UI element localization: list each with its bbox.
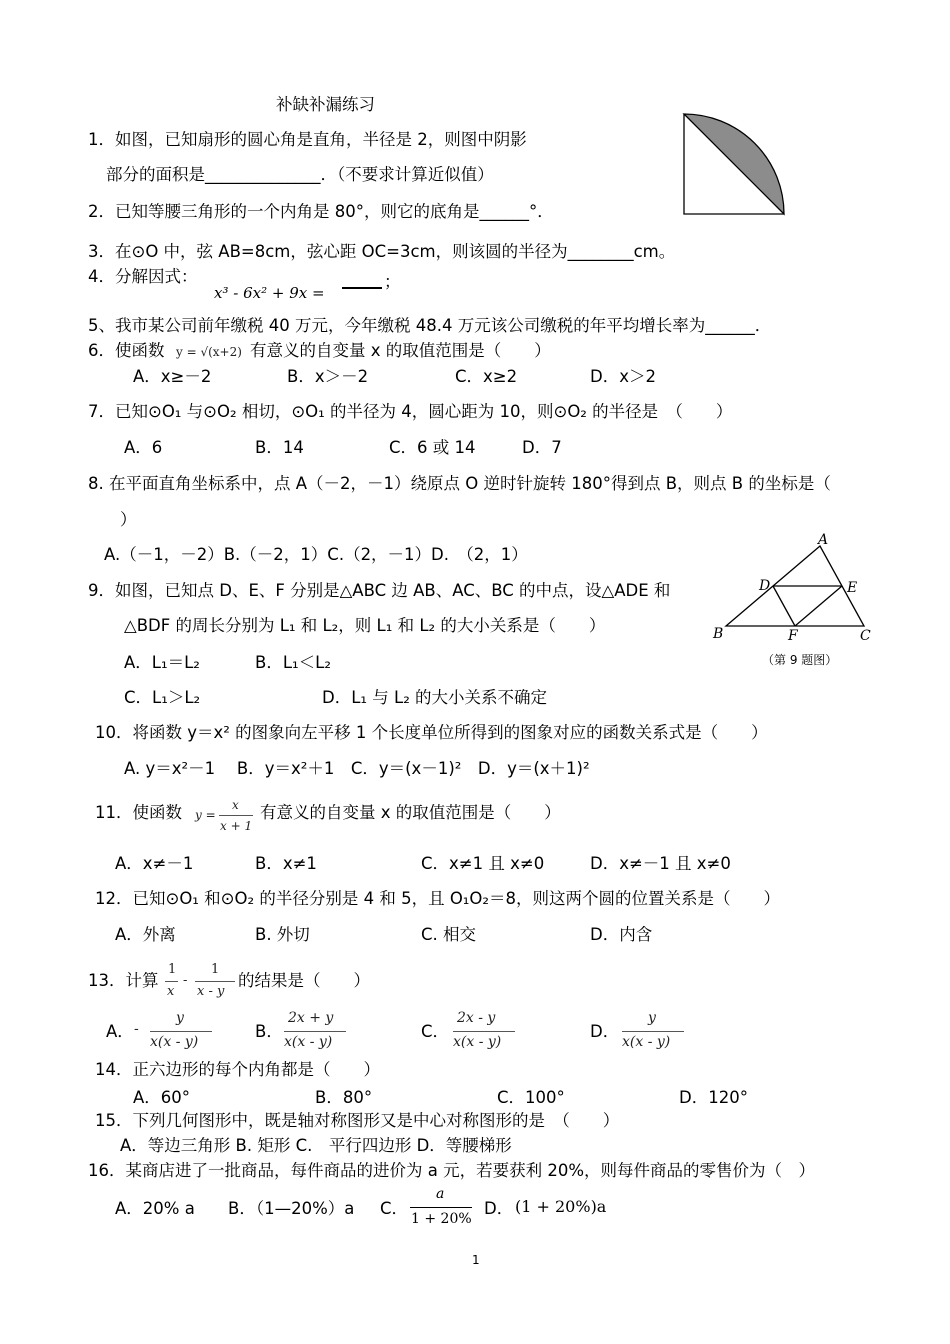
question-4-label: 4．分解因式： [88, 267, 198, 286]
question-13-suffix: 的结果是（ ） [238, 971, 370, 990]
question-15-options: A．等边三角形 B. 矩形 C. 平行四边形 D．等腰梯形 [120, 1136, 512, 1155]
point-label-f: F [788, 628, 798, 644]
question-10: 10．将函数 y＝x² 的图象向左平移 1 个长度单位所得到的图象对应的函数关系式是（ ） [95, 723, 768, 742]
option-d-num: y [648, 1010, 656, 1026]
question-12-option-a: A．外离 [115, 925, 176, 944]
question-12-option-d: D．内含 [590, 925, 653, 944]
question-9-option-d: D．L₁ 与 L₂ 的大小关系不确定 [322, 688, 548, 707]
question-7-option-d: D．7 [522, 438, 562, 457]
option-c-den: x(x - y) [453, 1034, 502, 1050]
option-a-den: x(x - y) [150, 1034, 199, 1050]
question-8-options: A.（－1，－2）B.（－2，1）C.（2，－1）D. （2，1） [104, 545, 528, 564]
question-6-prefix: 6．使函数 [88, 341, 165, 360]
question-11-option-a: A．x≠－1 [115, 854, 194, 873]
option-b-bar [284, 1031, 346, 1032]
question-16-option-c-value [408, 1186, 474, 1234]
question-14-option-d: D．120° [679, 1088, 748, 1107]
question-2: 2．已知等腰三角形的一个内角是 80°，则它的底角是______°． [88, 202, 554, 221]
option-c-numerator: a [436, 1186, 445, 1202]
question-13-prefix: 13．计算 [88, 971, 159, 990]
shaded-region [684, 114, 784, 214]
question-11-option-c: C．x≠1 且 x≠0 [421, 854, 545, 873]
question-4-tail: ； [384, 272, 401, 291]
question-7: 7．已知⊙O₁ 与⊙O₂ 相切，⊙O₁ 的半径为 4，圆心距为 10，则⊙O₂ 的半径是 （ ） [88, 402, 733, 421]
question-8-line-1: 8. 在平面直角坐标系中，点 A（－2，－1）绕原点 O 逆时针旋转 180°得到点 B，则点 B 的坐标是（ [88, 474, 831, 493]
question-1-line-1: 1．如图，已知扇形的圆心角是直角，半径是 2，则图中阴影 [88, 130, 527, 149]
question-13-option-c-value [451, 1010, 521, 1056]
point-label-b: B [713, 626, 724, 642]
function-numerator: x [232, 798, 239, 812]
question-13-option-a-label: A． [106, 1022, 134, 1041]
option-c-bar [453, 1031, 515, 1032]
question-13-option-b-label: B． [255, 1022, 283, 1041]
expr-den1: x [167, 984, 175, 999]
question-16-option-b: B．（1—20%）a [228, 1199, 355, 1218]
option-c-denominator: 1 + 20% [411, 1211, 472, 1227]
point-label-c: C [860, 628, 871, 644]
point-label-a: A [818, 532, 829, 548]
question-6-function: y = √(x+2) [176, 345, 242, 359]
question-11-suffix: 有意义的自变量 x 的取值范围是（ ） [260, 803, 561, 822]
question-7-option-a: A．6 [124, 438, 163, 457]
question-6-suffix: 有意义的自变量 x 的取值范围是（ ） [250, 341, 551, 360]
question-14: 14．正六边形的每个内角都是（ ） [95, 1060, 380, 1079]
question-11-option-b: B．x≠1 [255, 854, 317, 873]
option-c-num: 2x - y [457, 1010, 496, 1026]
midline-ef [795, 586, 842, 626]
question-13-expression [164, 962, 238, 1004]
expr-den2: x - y [197, 984, 225, 999]
question-9-option-a: A．L₁＝L₂ [124, 653, 200, 672]
question-16-option-d-value: (1 + 20%)a [515, 1197, 607, 1216]
option-b-den: x(x - y) [284, 1034, 333, 1050]
question-7-option-c: C．6 或 14 [389, 438, 476, 457]
question-9-line-2: △BDF 的周长分别为 L₁ 和 L₂，则 L₁ 和 L₂ 的大小关系是（ ） [124, 616, 606, 635]
option-d-den: x(x - y) [622, 1034, 671, 1050]
expr-num2: 1 [211, 962, 220, 977]
question-12-option-c: C. 相交 [421, 925, 477, 944]
question-14-option-a: A．60° [133, 1088, 191, 1107]
question-9-option-c: C．L₁＞L₂ [124, 688, 201, 707]
question-13-option-b-value [282, 1010, 352, 1056]
function-denominator: x + 1 [220, 819, 253, 833]
question-4-answer-line [342, 287, 382, 289]
expr-minus: - [183, 973, 188, 988]
question-6-option-a: A．x≥－2 [133, 367, 212, 386]
question-15: 15．下列几何图形中，既是轴对称图形又是中心对称图形的是 （ ） [95, 1111, 620, 1130]
question-9-caption: （第 9 题图） [762, 653, 838, 667]
page-number: 1 [472, 1253, 480, 1267]
question-6-option-c: C．x≥2 [455, 367, 518, 386]
option-b-num: 2x + y [288, 1010, 334, 1026]
question-12: 12．已知⊙O₁ 和⊙O₂ 的半径分别是 4 和 5，且 O₁O₂＝8，则这两个圆的位置关系是（ ） [95, 889, 781, 908]
question-16-option-d-label: D． [484, 1199, 514, 1218]
question-1-line-2: 部分的面积是______________．（不要求计算近似值） [106, 165, 494, 184]
expr-bar1 [165, 981, 178, 982]
triangle-figure [708, 532, 878, 650]
option-a-num: y [176, 1010, 184, 1026]
option-d-bar [622, 1031, 684, 1032]
function-fraction-bar [219, 815, 253, 816]
question-12-option-b: B. 外切 [255, 925, 310, 944]
option-c-fraction-bar [410, 1207, 472, 1208]
midline-df [773, 586, 795, 626]
question-16-option-c-label: C． [380, 1199, 409, 1218]
question-10-options: A. y＝x²－1 B．y＝x²＋1 C．y＝(x－1)² D．y＝(x＋1)² [124, 759, 590, 778]
point-label-e: E [847, 580, 858, 596]
sector-figure [682, 112, 786, 216]
question-3: 3．在⊙O 中，弦 AB=8cm，弦心距 OC=3cm，则该圆的半径为________cm。 [88, 242, 676, 261]
question-9-option-b: B．L₁＜L₂ [255, 653, 331, 672]
expr-bar2 [195, 981, 235, 982]
question-5: 5、我市某公司前年缴税 40 万元，今年缴税 48.4 万元该公司缴税的年平均增长率为______． [88, 316, 772, 335]
question-9-line-1: 9．如图，已知点 D、E、F 分别是△ABC 边 AB、AC、BC 的中点，设△ADE 和 [88, 581, 671, 600]
point-label-d: D [759, 578, 771, 594]
question-11-prefix: 11．使函数 [95, 803, 182, 822]
question-13-option-a-value [134, 1010, 216, 1056]
question-14-option-c: C．100° [497, 1088, 565, 1107]
function-lhs: y = [195, 808, 216, 822]
question-16: 16．某商店进了一批商品，每件商品的进价为 a 元，若要获利 20%，则每件商品的零售价为（ ） [88, 1161, 816, 1180]
question-6-option-d: D．x＞2 [590, 367, 656, 386]
question-8-line-2: ） [120, 510, 137, 529]
option-a-bar [150, 1031, 212, 1032]
question-11-function [195, 796, 257, 836]
question-6-option-b: B．x＞－2 [287, 367, 369, 386]
option-a-sign: - [134, 1021, 139, 1037]
question-4-expression: x³ - 6x² + 9x = [214, 284, 325, 302]
question-7-option-b: B．14 [255, 438, 304, 457]
question-13-option-d-label: D． [590, 1022, 620, 1041]
question-13-option-c-label: C． [421, 1022, 450, 1041]
question-16-option-a: A．20% a [115, 1199, 195, 1218]
worksheet-title: 补缺补漏练习 [276, 95, 375, 114]
expr-num1: 1 [168, 962, 177, 977]
question-11-option-d: D．x≠－1 且 x≠0 [590, 854, 731, 873]
question-14-option-b: B．80° [315, 1088, 373, 1107]
question-13-option-d-value [620, 1010, 690, 1056]
